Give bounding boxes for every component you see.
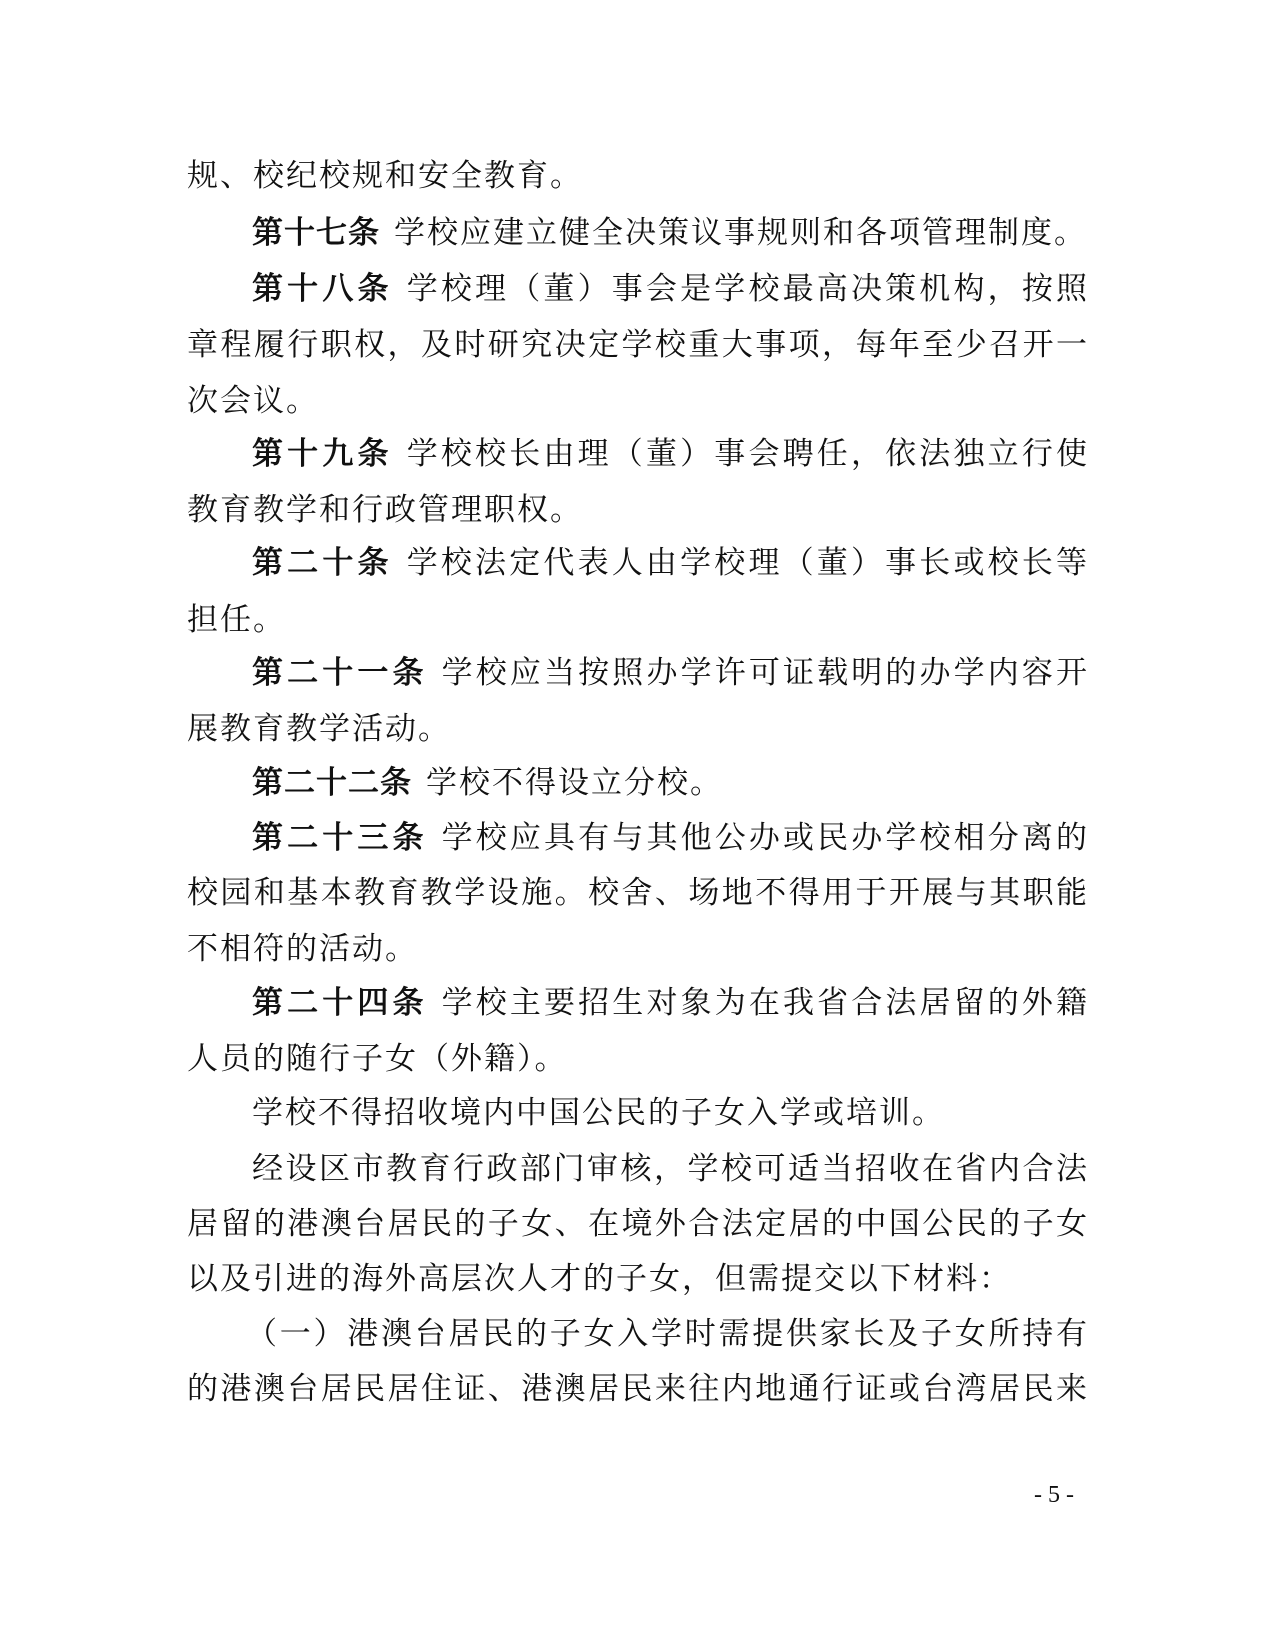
- article-heading: 第二十四条: [252, 985, 428, 1021]
- article-17: [252, 213, 1087, 253]
- article-24: [252, 983, 1087, 1023]
- text-line: 次会议。: [187, 383, 319, 419]
- text-line: 学校应建立健全决策议事规则和各项管理制度。: [394, 215, 1087, 251]
- text-line: 展教育教学活动。: [187, 711, 451, 747]
- article-21: [252, 653, 1087, 693]
- text-line: 的港澳台居民居住证、港澳居民来往内地通行证或台湾居民来: [187, 1371, 1087, 1407]
- article-heading: 第二十二条: [252, 765, 412, 801]
- article-heading: 第二十一条: [252, 655, 428, 691]
- text-line: 学校应具有与其他公办或民办学校相分离的: [441, 820, 1088, 856]
- article-heading: 第二十三条: [252, 820, 428, 856]
- text-line: 以及引进的海外高层次人才的子女，但需提交以下材料：: [187, 1261, 1012, 1297]
- article-18: [252, 269, 1087, 309]
- text-line: 不相符的活动。: [187, 931, 418, 967]
- article-heading: 第十七条: [252, 215, 380, 251]
- article-20: [252, 543, 1087, 583]
- text-line: 人员的随行子女（外籍）。: [187, 1041, 568, 1077]
- text-line: 学校校长由理（董）事会聘任，依法独立行使: [406, 436, 1088, 472]
- text-line: 教育教学和行政管理职权。: [187, 492, 583, 528]
- text-line: 经设区市教育行政部门审核，学校可适当招收在省内合法: [252, 1151, 1087, 1187]
- text-line: 学校应当按照办学许可证载明的办学内容开: [441, 655, 1088, 691]
- text-line: 担任。: [187, 602, 286, 638]
- article-heading: 第十八条: [252, 271, 393, 307]
- text-line: （一）港澳台居民的子女入学时需提供家长及子女所持有: [246, 1316, 1087, 1352]
- text-line: 学校理（董）事会是学校最高决策机构，按照: [406, 271, 1088, 307]
- text-line: 章程履行职权，及时研究决定学校重大事项，每年至少召开一: [187, 327, 1087, 363]
- text-line: 居留的港澳台居民的子女、在境外合法定居的中国公民的子女: [187, 1206, 1087, 1242]
- page-number: - 5 -: [1034, 1482, 1074, 1508]
- article-19: [252, 434, 1087, 474]
- text-line: 学校法定代表人由学校理（董）事长或校长等: [406, 545, 1088, 581]
- text-line: 学校不得招收境内中国公民的子女入学或培训。: [252, 1095, 945, 1131]
- text-line: 规、校纪校规和安全教育。: [187, 158, 583, 194]
- text-line: 学校不得设立分校。: [426, 765, 723, 801]
- article-heading: 第二十条: [252, 545, 393, 581]
- article-23: [252, 818, 1087, 858]
- article-heading: 第十九条: [252, 436, 393, 472]
- article-22: [252, 763, 1087, 803]
- text-line: 学校主要招生对象为在我省合法居留的外籍: [441, 985, 1088, 1021]
- text-line: 校园和基本教育教学设施。校舍、场地不得用于开展与其职能: [187, 875, 1087, 911]
